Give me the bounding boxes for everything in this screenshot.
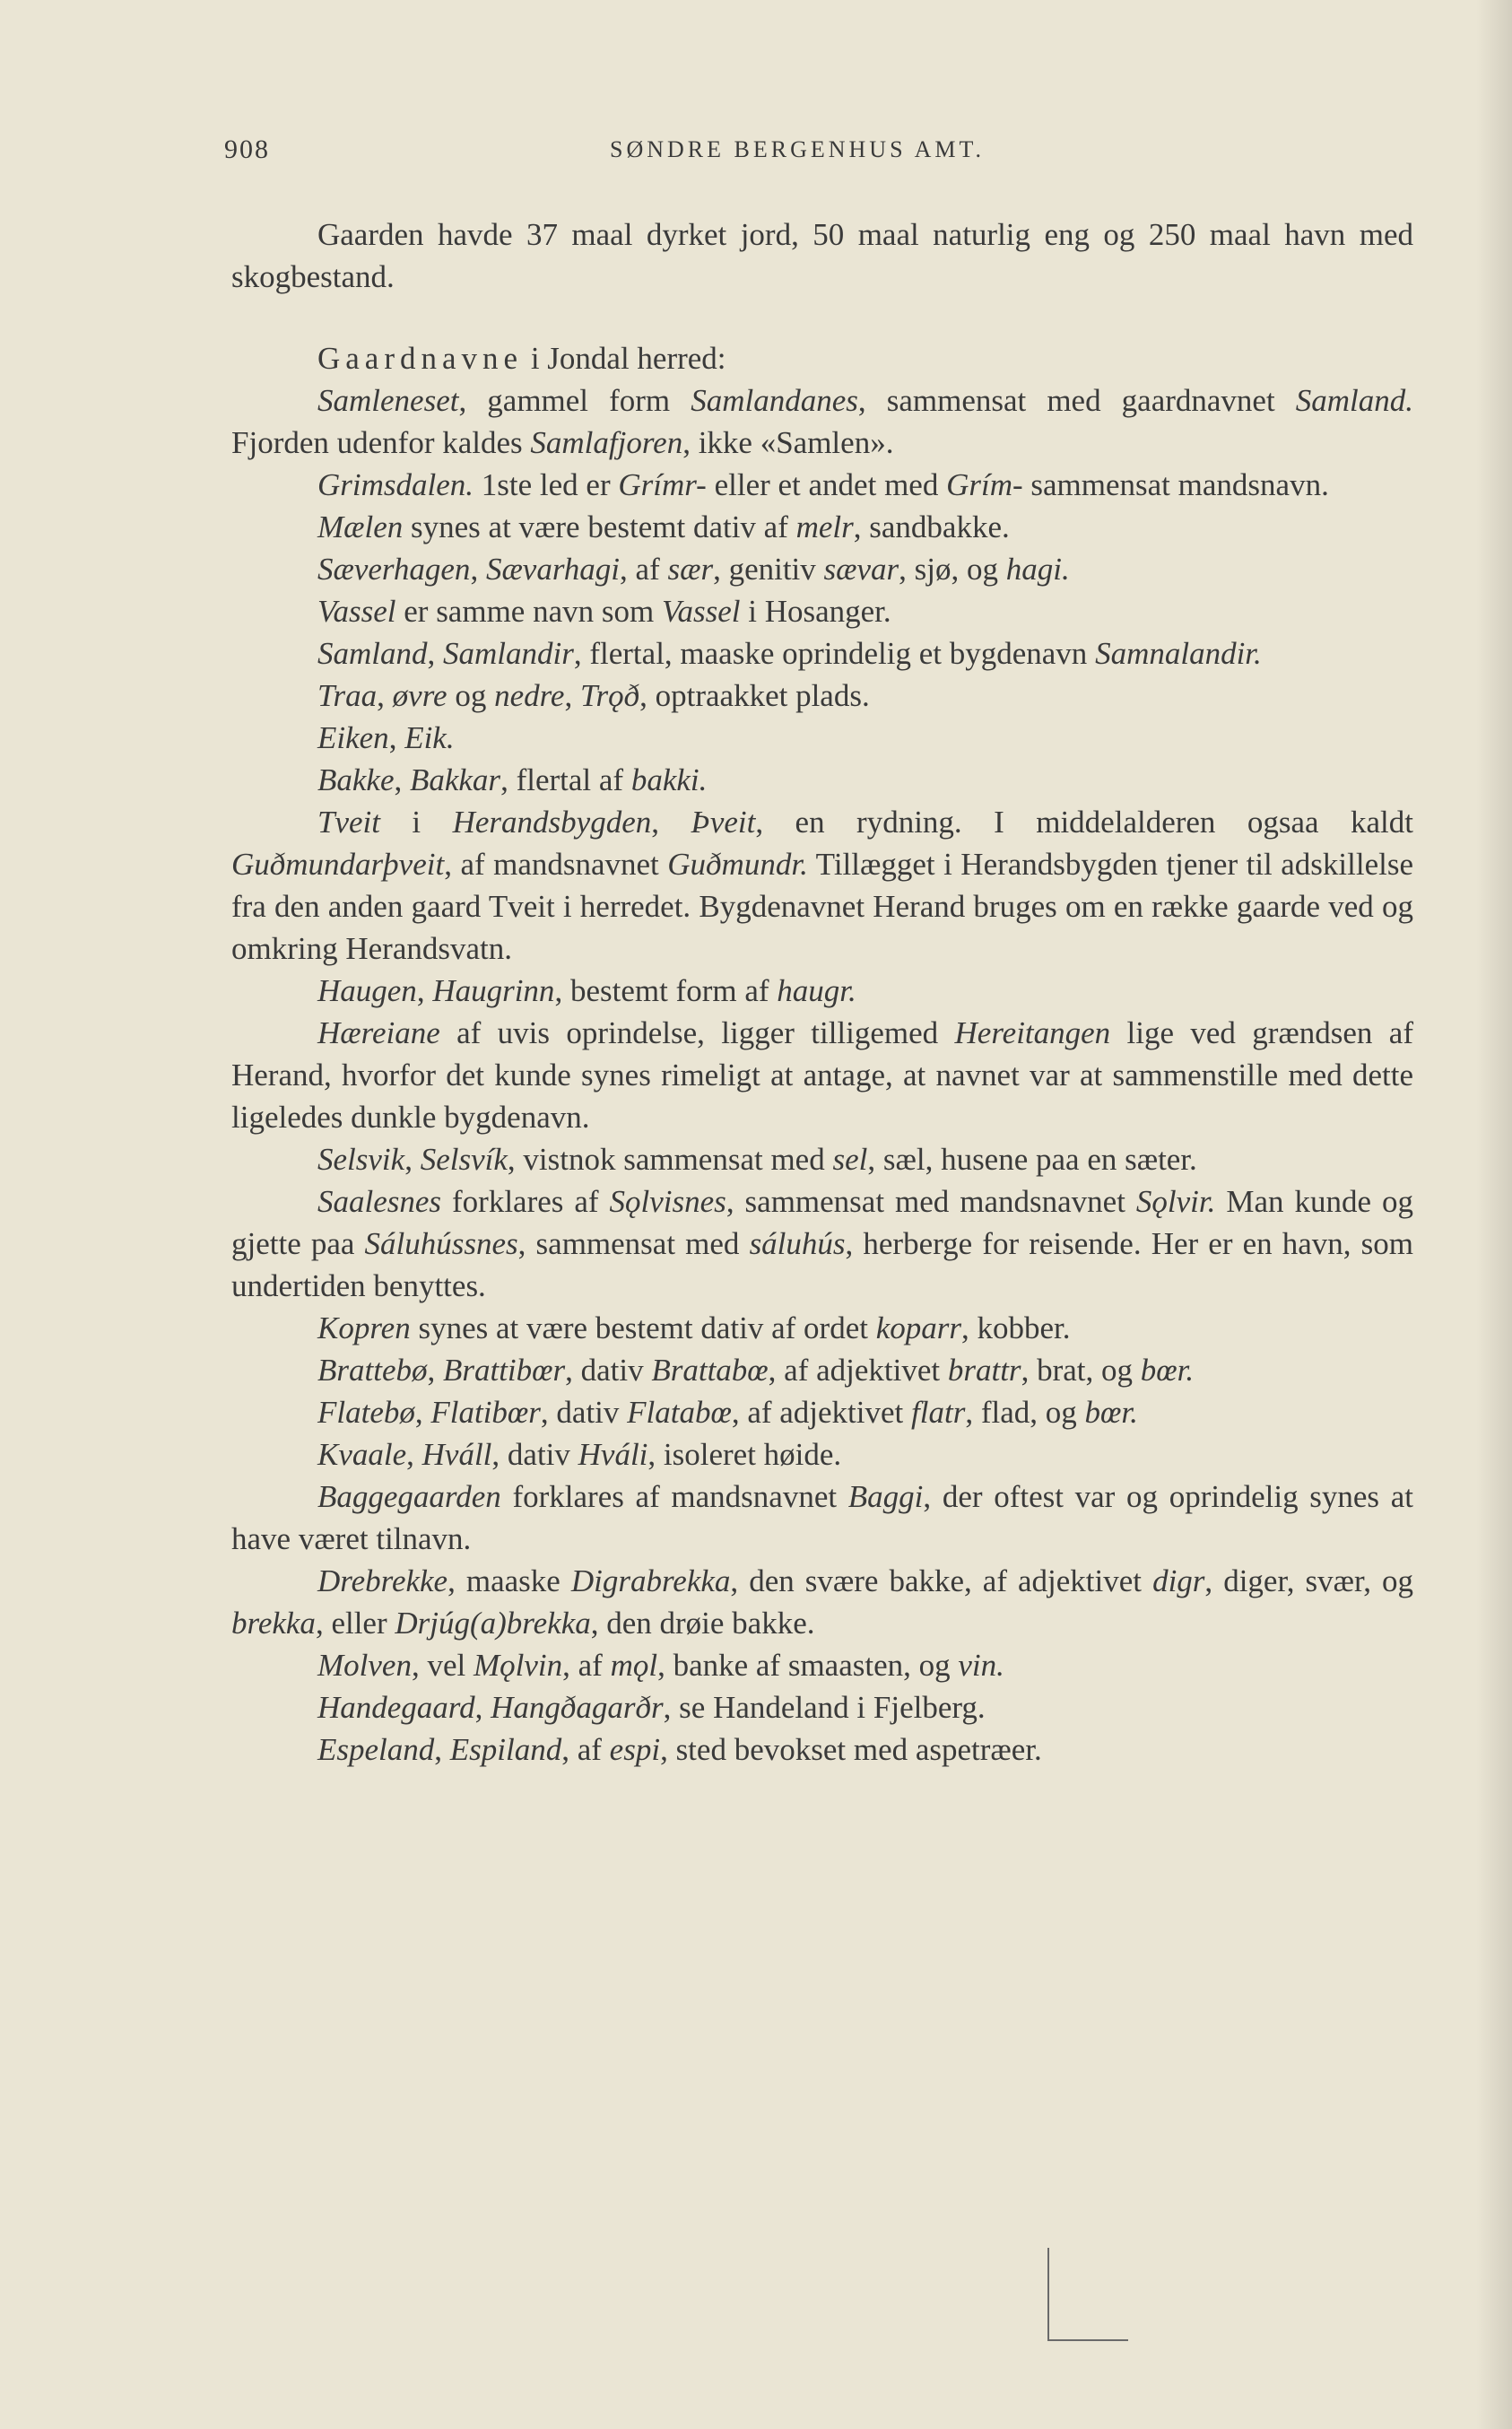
text-run: , sæl, husene paa en sæter.	[867, 1142, 1197, 1177]
italic-term: øvre	[392, 678, 448, 713]
text-run: ,	[406, 1437, 422, 1472]
text-run: , sandbakke.	[853, 509, 1010, 544]
text-run: ,	[470, 552, 486, 587]
text-run: , bestemt form af	[554, 973, 778, 1008]
text-run: , ikke «Samlen».	[682, 425, 894, 460]
italic-term: Samlandir	[443, 636, 574, 671]
text-run: , en rydning. I middelalderen ogsaa kaldt	[755, 805, 1414, 840]
running-title: SØNDRE BERGENHUS AMT.	[610, 136, 985, 162]
text-run: , isoleret høide.	[647, 1437, 842, 1472]
text-run: af uvis oprindelse, ligger tilligemed	[439, 1015, 955, 1050]
italic-term: digr	[1152, 1563, 1205, 1598]
text-run: , kobber.	[961, 1310, 1071, 1345]
text-run: Tillægget i Herandsbygden tjener til adskillelse fra den anden gaard Tveit i herredet. Bygdenavnet Herand bruges om en række gaarde ved og omkring Herandsvatn.	[231, 847, 1413, 966]
italic-term: Mælen	[317, 509, 404, 544]
italic-term: Samlafjoren	[530, 425, 683, 460]
italic-term: Selsvík	[420, 1142, 508, 1177]
text-run: ,	[564, 678, 580, 713]
paragraph	[231, 759, 1413, 801]
italic-term: Samlandanes	[691, 383, 858, 418]
italic-term: Digrabrekka	[570, 1563, 731, 1598]
text-run: , herberge for reisende. Her er en havn, som undertiden benyttes.	[231, 1226, 1413, 1303]
paragraph	[231, 1307, 1413, 1349]
paragraph	[231, 970, 1413, 1012]
text-run: er samme navn som	[395, 594, 662, 629]
italic-term: Traa	[317, 678, 378, 713]
italic-term: Sǫlvisnes	[609, 1184, 726, 1219]
text-run: , dativ	[491, 1437, 578, 1472]
text-run: , se Handeland i Fjelberg.	[663, 1690, 986, 1725]
paragraph	[231, 801, 1413, 970]
paragraph	[231, 337, 1413, 379]
paragraph	[231, 1476, 1413, 1560]
italic-term: Þveit	[691, 805, 756, 840]
paragraph	[231, 464, 1413, 506]
italic-term: Hváll	[421, 1437, 492, 1472]
text-run: i	[379, 805, 453, 840]
text-run: ,	[416, 973, 433, 1008]
body-text	[231, 213, 1413, 1771]
italic-term: Molven	[317, 1648, 412, 1683]
italic-term: Guðmundr.	[667, 847, 808, 882]
italic-term: espi	[609, 1732, 661, 1767]
paragraph	[231, 1728, 1413, 1771]
italic-term: Hváli	[578, 1437, 648, 1472]
text-run: lige ved grændsen af Herand, hvorfor det kunde synes rimeligt at antage, at navnet var at sammenstille med dette ligeledes dunkle bygdenavn.	[231, 1015, 1413, 1135]
text-run: 1ste led er	[474, 467, 619, 502]
paragraph	[231, 675, 1413, 717]
italic-term: Kopren	[317, 1310, 411, 1345]
italic-term: Saalesnes	[317, 1184, 442, 1219]
italic-term: Brattebø	[317, 1353, 428, 1388]
italic-term: haugr.	[777, 973, 856, 1008]
text-run: ,	[377, 678, 393, 713]
italic-term: Hæreiane	[317, 1015, 440, 1050]
italic-term: Sáluhússnes	[364, 1226, 518, 1261]
page-number: 908	[224, 135, 270, 164]
text-run: , banke af smaasten, og	[657, 1648, 959, 1683]
paragraph	[231, 1180, 1413, 1307]
text-run: , vel	[411, 1648, 474, 1683]
italic-term: Trǫð	[579, 678, 640, 713]
text-run: , dativ	[565, 1353, 652, 1388]
text-run: eller et andet med	[706, 467, 947, 502]
italic-term: Samleneset	[317, 383, 459, 418]
text-run: , den drøie bakke.	[590, 1606, 815, 1641]
italic-term: bœr.	[1084, 1395, 1138, 1430]
paragraph	[231, 213, 1413, 298]
text-run: , maaske	[448, 1563, 571, 1598]
italic-term: Sæverhagen	[317, 552, 471, 587]
text-run: ,	[414, 1395, 431, 1430]
text-run: synes at være bestemt dativ af	[403, 509, 796, 544]
text-run: , sammensat med mandsnavnet	[726, 1184, 1136, 1219]
italic-term: Haugrinn	[432, 973, 555, 1008]
text-run: ,	[388, 720, 405, 755]
text-run: , diger, svær, og	[1204, 1563, 1414, 1598]
italic-term: Eik.	[404, 720, 455, 755]
italic-term: Grímr-	[618, 467, 707, 502]
text-run: , sted bevokset med aspetræer.	[660, 1732, 1042, 1767]
italic-term: Tveit	[317, 805, 380, 840]
text-run: forklares af mandsnavnet	[500, 1479, 848, 1514]
text-run: sammensat mandsnavn.	[1022, 467, 1329, 502]
text-run: ,	[394, 762, 410, 797]
paragraph	[231, 1433, 1413, 1476]
paragraph	[231, 1391, 1413, 1433]
italic-term: Selsvik	[317, 1142, 405, 1177]
text-run: , af	[561, 1732, 610, 1767]
text-run: , genitiv	[713, 552, 824, 587]
italic-term: Handegaard	[317, 1690, 475, 1725]
text-run: , der oftest var og oprindelig synes at have været tilnavn.	[231, 1479, 1413, 1556]
text-run: , eller	[315, 1606, 395, 1641]
text-run: ,	[434, 1732, 450, 1767]
italic-term: Sǫlvir.	[1135, 1184, 1216, 1219]
italic-term: sær	[667, 552, 714, 587]
text-run: , den svære bakke, af adjektivet	[730, 1563, 1153, 1598]
text-run: og	[447, 678, 495, 713]
text-run: , sammensat med gaardnavnet	[857, 383, 1296, 418]
text-run: , brat, og	[1021, 1353, 1141, 1388]
italic-term: Samnalandir.	[1095, 636, 1262, 671]
italic-term: koparr	[875, 1310, 962, 1345]
italic-term: Drjúg(a)brekka	[395, 1606, 591, 1641]
paragraph	[231, 1012, 1413, 1138]
text-run: , flad, og	[965, 1395, 1085, 1430]
italic-term: Samland	[317, 636, 428, 671]
text-run: ,	[427, 1353, 443, 1388]
text-run: forklares af	[441, 1184, 610, 1219]
text-run: , flertal af	[500, 762, 631, 797]
italic-term: Haugen	[317, 973, 417, 1008]
paragraph	[231, 548, 1413, 590]
paragraph	[231, 1138, 1413, 1180]
text-run: , vistnok sammensat med	[507, 1142, 833, 1177]
italic-term: Baggegaarden	[317, 1479, 501, 1514]
scan-margin-mark-base	[1047, 2339, 1128, 2341]
text-run: , af adjektivet	[731, 1395, 912, 1430]
italic-term: Espiland	[449, 1732, 562, 1767]
italic-term: Baggi	[847, 1479, 924, 1514]
italic-term: melr	[795, 509, 854, 544]
italic-term: sel	[832, 1142, 868, 1177]
paragraph	[231, 379, 1413, 464]
text-run: , sammensat med	[517, 1226, 750, 1261]
text-run: Man kunde og gjette paa	[231, 1184, 1413, 1261]
text-run: synes at være bestemt dativ af ordet	[410, 1310, 876, 1345]
paragraph	[231, 1560, 1413, 1644]
italic-term: Brattabœ	[651, 1353, 769, 1388]
italic-term: mǫl	[610, 1648, 658, 1683]
paragraph	[231, 632, 1413, 675]
italic-term: Grím-	[946, 467, 1023, 502]
text-run: , af	[620, 552, 668, 587]
italic-term: flatr	[911, 1395, 966, 1430]
page-header	[224, 135, 1408, 179]
italic-term: hagi.	[1005, 552, 1070, 587]
italic-term: sævar	[823, 552, 899, 587]
italic-term: Flatebø	[317, 1395, 415, 1430]
text-run: ,	[427, 636, 443, 671]
italic-term: Brattibœr	[442, 1353, 566, 1388]
text-run: ,	[474, 1690, 491, 1725]
italic-term: Hangðagarðr	[491, 1690, 664, 1725]
paragraph	[231, 506, 1413, 548]
text-run: Fjorden udenfor kaldes	[231, 425, 531, 460]
text-run: , af mandsnavnet	[444, 847, 668, 882]
page-edge-shadow	[1476, 0, 1512, 2429]
paragraph	[231, 717, 1413, 759]
paragraph	[231, 1349, 1413, 1391]
italic-term: Vassel	[317, 594, 396, 629]
text-run: ,	[651, 805, 691, 840]
text-run: , optraakket plads.	[639, 678, 870, 713]
italic-term: Bakkar	[409, 762, 501, 797]
italic-term: Herandsbygden	[452, 805, 652, 840]
scan-margin-mark	[1047, 2248, 1049, 2341]
paragraph	[231, 1686, 1413, 1728]
text-run: , af	[562, 1648, 611, 1683]
italic-term: Samland.	[1295, 383, 1414, 418]
italic-term: Bakke	[317, 762, 395, 797]
italic-term: nedre	[494, 678, 565, 713]
italic-term: brekka	[231, 1606, 316, 1641]
text-run: , dativ	[540, 1395, 628, 1430]
italic-term: Vassel	[661, 594, 741, 629]
text-run: , gammel form	[458, 383, 691, 418]
italic-term: Drebrekke	[317, 1563, 448, 1598]
italic-term: Guðmundarþveit	[231, 847, 445, 882]
text-run: i Jondal herred:	[523, 341, 726, 376]
italic-term: Grimsdalen.	[317, 467, 474, 502]
paragraph	[231, 1644, 1413, 1686]
italic-term: bœr.	[1140, 1353, 1195, 1388]
italic-term: sáluhús	[749, 1226, 846, 1261]
italic-term: Flatibœr	[430, 1395, 541, 1430]
paragraph	[231, 590, 1413, 632]
italic-term: brattr	[947, 1353, 1021, 1388]
italic-term: Kvaale	[317, 1437, 407, 1472]
italic-term: Espeland	[317, 1732, 435, 1767]
text-run: , af adjektivet	[768, 1353, 948, 1388]
text-run: Gaarden havde 37 maal dyrket jord, 50 maal naturlig eng og 250 maal havn med skogbestand.	[231, 217, 1413, 294]
italic-term: Flatabœ	[627, 1395, 732, 1430]
spaced-heading: Gaardnavne	[317, 341, 524, 376]
text-run: , sjø, og	[899, 552, 1006, 587]
text-run: i Hosanger.	[740, 594, 891, 629]
italic-term: bakki.	[630, 762, 708, 797]
italic-term: Hereitangen	[954, 1015, 1111, 1050]
italic-term: vin.	[958, 1648, 1004, 1683]
text-run: , flertal, maaske oprindelig et bygdenavn	[573, 636, 1096, 671]
italic-term: Eiken	[317, 720, 389, 755]
italic-term: Mǫlvin	[473, 1648, 563, 1683]
text-run: ,	[404, 1142, 421, 1177]
italic-term: Sævarhagi	[485, 552, 621, 587]
